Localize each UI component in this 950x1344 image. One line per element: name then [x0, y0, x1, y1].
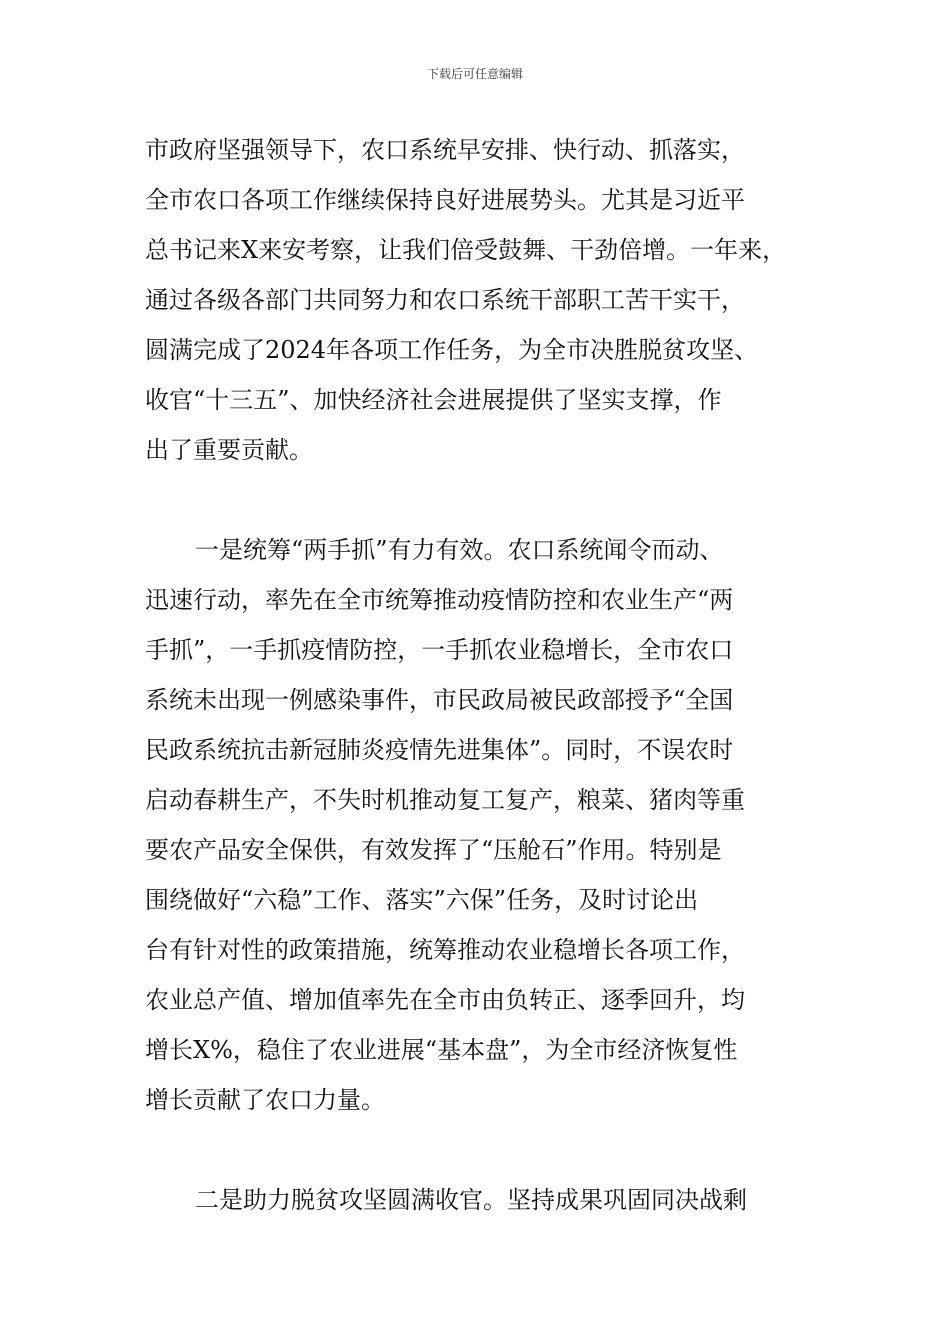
page-header-note: 下载后可任意编辑	[426, 67, 523, 81]
paragraph-3-line-1: 二是助力脱贫攻坚圆满收官。坚持成果巩固同决战剩	[195, 1186, 747, 1214]
paragraph-2-line-1: 一是统筹“两手抓”有力有效。农口系统闻令而动、	[195, 536, 724, 564]
paragraph-2-line-4: 系统未出现一例感染事件，市民政局被民政部授予“全国	[145, 686, 734, 714]
paragraph-1-line-5: 圆满完成了2024年各项工作任务，为全市决胜脱贫攻坚、	[145, 336, 759, 364]
paragraph-1-line-6: 收官“十三五”、加快经济社会进展提供了坚实支撑，作	[145, 386, 722, 414]
paragraph-2-line-2: 迅速行动，率先在全市统筹推动疫情防控和农业生产“两	[145, 586, 734, 614]
paragraph-1-line-1: 市政府坚强领导下，农口系统早安排、快行动、抓落实，	[145, 136, 745, 164]
paragraph-2-line-5: 民政系统抗击新冠肺炎疫情先进集体”。同时，不误农时	[145, 736, 734, 764]
paragraph-2-line-3: 手抓”，一手抓疫情防控，一手抓农业稳增长，全市农口	[145, 636, 734, 664]
paragraph-1-line-4: 通过各级各部门共同努力和农口系统干部职工苦干实干，	[145, 286, 745, 314]
paragraph-1-line-7: 出了重要贡献。	[145, 436, 313, 464]
paragraph-2-line-11: 增长X%，稳住了农业进展“基本盘”，为全市经济恢复性	[145, 1036, 738, 1064]
paragraph-2-line-6: 启动春耕生产，不失时机推动复工复产，粮菜、猪肉等重	[145, 786, 745, 814]
paragraph-2-line-10: 农业总产值、增加值率先在全市由负转正、逐季回升，均	[145, 986, 745, 1014]
paragraph-1-line-3: 总书记来X来安考察，让我们倍受鼓舞、干劲倍增。一年来，	[145, 236, 787, 264]
paragraph-2-line-7: 要农产品安全保供，有效发挥了“压舱石”作用。特别是	[145, 836, 722, 864]
paragraph-1-line-2: 全市农口各项工作继续保持良好进展势头。尤其是习近平	[145, 186, 745, 214]
paragraph-2-line-12: 增长贡献了农口力量。	[145, 1086, 385, 1114]
paragraph-2-line-8: 围绕做好“六稳”工作、落实”六保”任务，及时讨论出	[145, 886, 699, 914]
paragraph-2-line-9: 台有针对性的政策措施，统筹推动农业稳增长各项工作，	[145, 936, 745, 964]
